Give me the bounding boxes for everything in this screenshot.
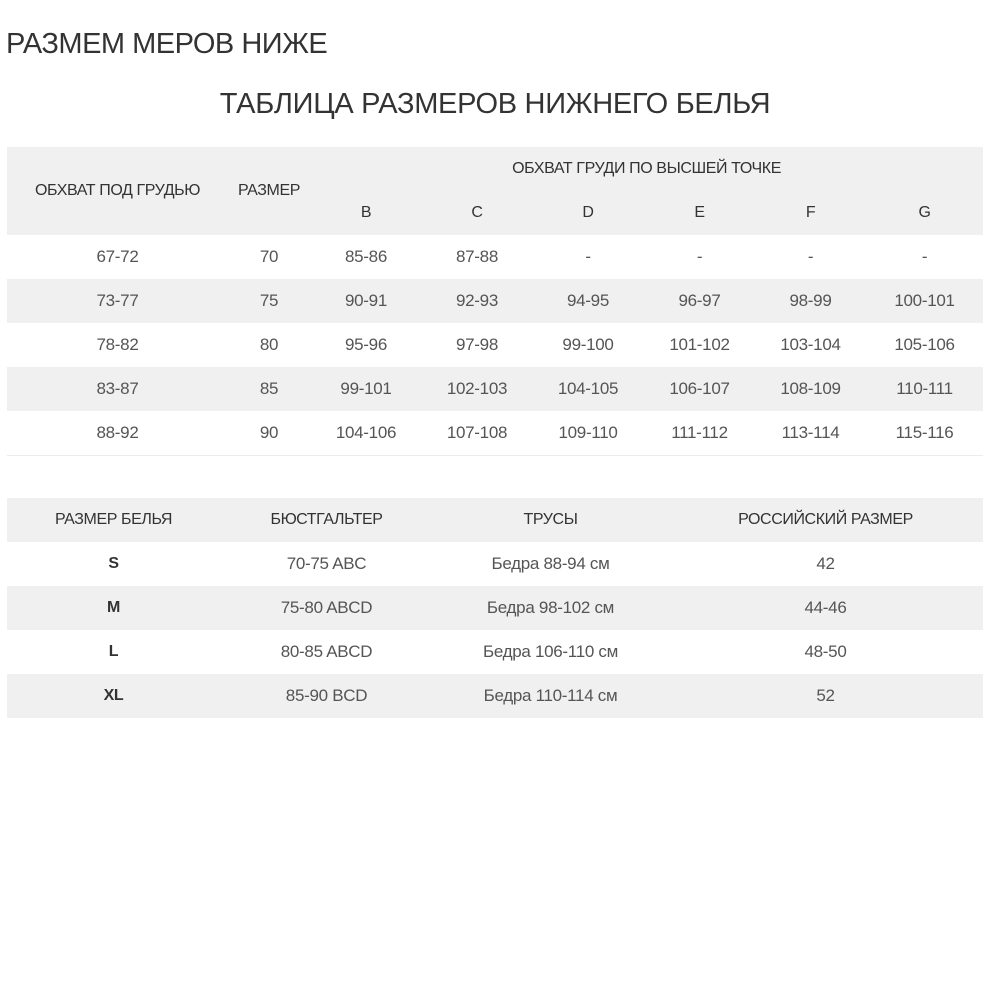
cell-value: - <box>921 247 928 266</box>
cell-value: 94-95 <box>532 279 644 323</box>
cell-value: 111-112 <box>644 411 755 456</box>
header-cup: C <box>422 191 532 235</box>
cell-value: 104-106 <box>310 411 422 456</box>
cell-value: 92-93 <box>422 279 532 323</box>
cell-russian-size: 42 <box>816 554 835 573</box>
cell-briefs: Бедра 106-110 см <box>482 642 619 661</box>
underwear-size-table <box>7 498 983 718</box>
cell-russian-size: 48-50 <box>804 642 847 661</box>
table-row <box>7 586 983 630</box>
cell-briefs: Бедра 110-114 см <box>433 674 668 718</box>
cell-value: 101-102 <box>669 335 730 354</box>
cell-underbust: 73-77 <box>7 279 228 323</box>
cell-briefs: Бедра 98-102 см <box>433 586 668 630</box>
cell-underbust: 88-92 <box>7 411 228 456</box>
cell-size-letter: S <box>108 555 119 572</box>
header-cup: D <box>532 191 644 235</box>
header-size: РАЗМЕР <box>228 147 310 235</box>
cell-value: 110-111 <box>866 367 983 411</box>
cell-value: 113-114 <box>755 411 866 456</box>
table-row <box>7 674 983 718</box>
cell-bra: 75-80 ABCD <box>220 586 433 630</box>
header-cup: G <box>866 191 983 235</box>
cell-size: 80 <box>259 335 279 354</box>
cell-size: 85 <box>228 367 310 411</box>
cell-size: 75 <box>228 279 310 323</box>
cell-size-letter: M <box>7 586 220 630</box>
cell-value: 98-99 <box>755 279 866 323</box>
cell-underbust: 78-82 <box>96 335 139 354</box>
table-row <box>7 279 983 323</box>
cell-value: - <box>696 247 703 266</box>
top-heading: РАЗМЕМ МЕРОВ НИЖЕ <box>6 28 328 60</box>
table-row <box>7 235 983 279</box>
cell-russian-size: 44-46 <box>668 586 983 630</box>
header-bust-group: ОБХВАТ ГРУДИ ПО ВЫСШЕЙ ТОЧКЕ <box>310 147 983 191</box>
page-title: ТАБЛИЦА РАЗМЕРОВ НИЖНЕГО БЕЛЬЯ <box>219 88 771 120</box>
header-russian-size: РОССИЙСКИЙ РАЗМЕР <box>668 498 983 542</box>
cell-value: 104-105 <box>532 367 644 411</box>
cell-value: 102-103 <box>422 367 532 411</box>
cell-value: 107-108 <box>422 411 532 456</box>
cell-value: 90-91 <box>310 279 422 323</box>
cell-value: 95-96 <box>345 335 387 354</box>
cell-value: 108-109 <box>755 367 866 411</box>
cell-value: 99-101 <box>310 367 422 411</box>
cell-value: 97-98 <box>456 335 498 354</box>
cell-value: 100-101 <box>866 279 983 323</box>
cell-value: 109-110 <box>532 411 644 456</box>
cell-value: 105-106 <box>894 335 955 354</box>
header-bra: БЮСТГАЛЬТЕР <box>220 498 433 542</box>
cell-value: 96-97 <box>644 279 755 323</box>
table-row <box>7 542 983 586</box>
cell-underbust: 67-72 <box>96 247 139 266</box>
header-cup: E <box>644 191 755 235</box>
cell-value: 85-86 <box>345 247 387 266</box>
cell-value: 103-104 <box>780 335 841 354</box>
cell-bra: 70-75 ABC <box>286 554 367 573</box>
table-row <box>7 323 983 367</box>
table-row <box>7 411 983 456</box>
cell-value: - <box>585 247 591 266</box>
header-cup: F <box>755 191 866 235</box>
cell-briefs: Бедра 88-94 см <box>491 554 610 573</box>
header-underbust: ОБХВАТ ПОД ГРУДЬЮ <box>7 147 228 235</box>
cell-bra: 80-85 ABCD <box>280 642 373 661</box>
table-row <box>7 367 983 411</box>
table-row <box>7 630 983 674</box>
cell-size: 70 <box>259 247 279 266</box>
cell-value: 106-107 <box>644 367 755 411</box>
cell-size-letter: XL <box>7 674 220 718</box>
header-cup: B <box>310 191 422 235</box>
header-briefs: ТРУСЫ <box>433 498 668 542</box>
cell-bra: 85-90 BCD <box>220 674 433 718</box>
header-underwear-size: РАЗМЕР БЕЛЬЯ <box>7 498 220 542</box>
cell-value: 99-100 <box>562 335 614 354</box>
cell-underbust: 83-87 <box>7 367 228 411</box>
cell-russian-size: 52 <box>668 674 983 718</box>
cell-value: 115-116 <box>866 411 983 456</box>
bra-size-table <box>7 147 983 456</box>
cell-size-letter: L <box>108 643 119 660</box>
cell-value: - <box>807 247 814 266</box>
cell-size: 90 <box>228 411 310 456</box>
cell-value: 87-88 <box>456 247 498 266</box>
